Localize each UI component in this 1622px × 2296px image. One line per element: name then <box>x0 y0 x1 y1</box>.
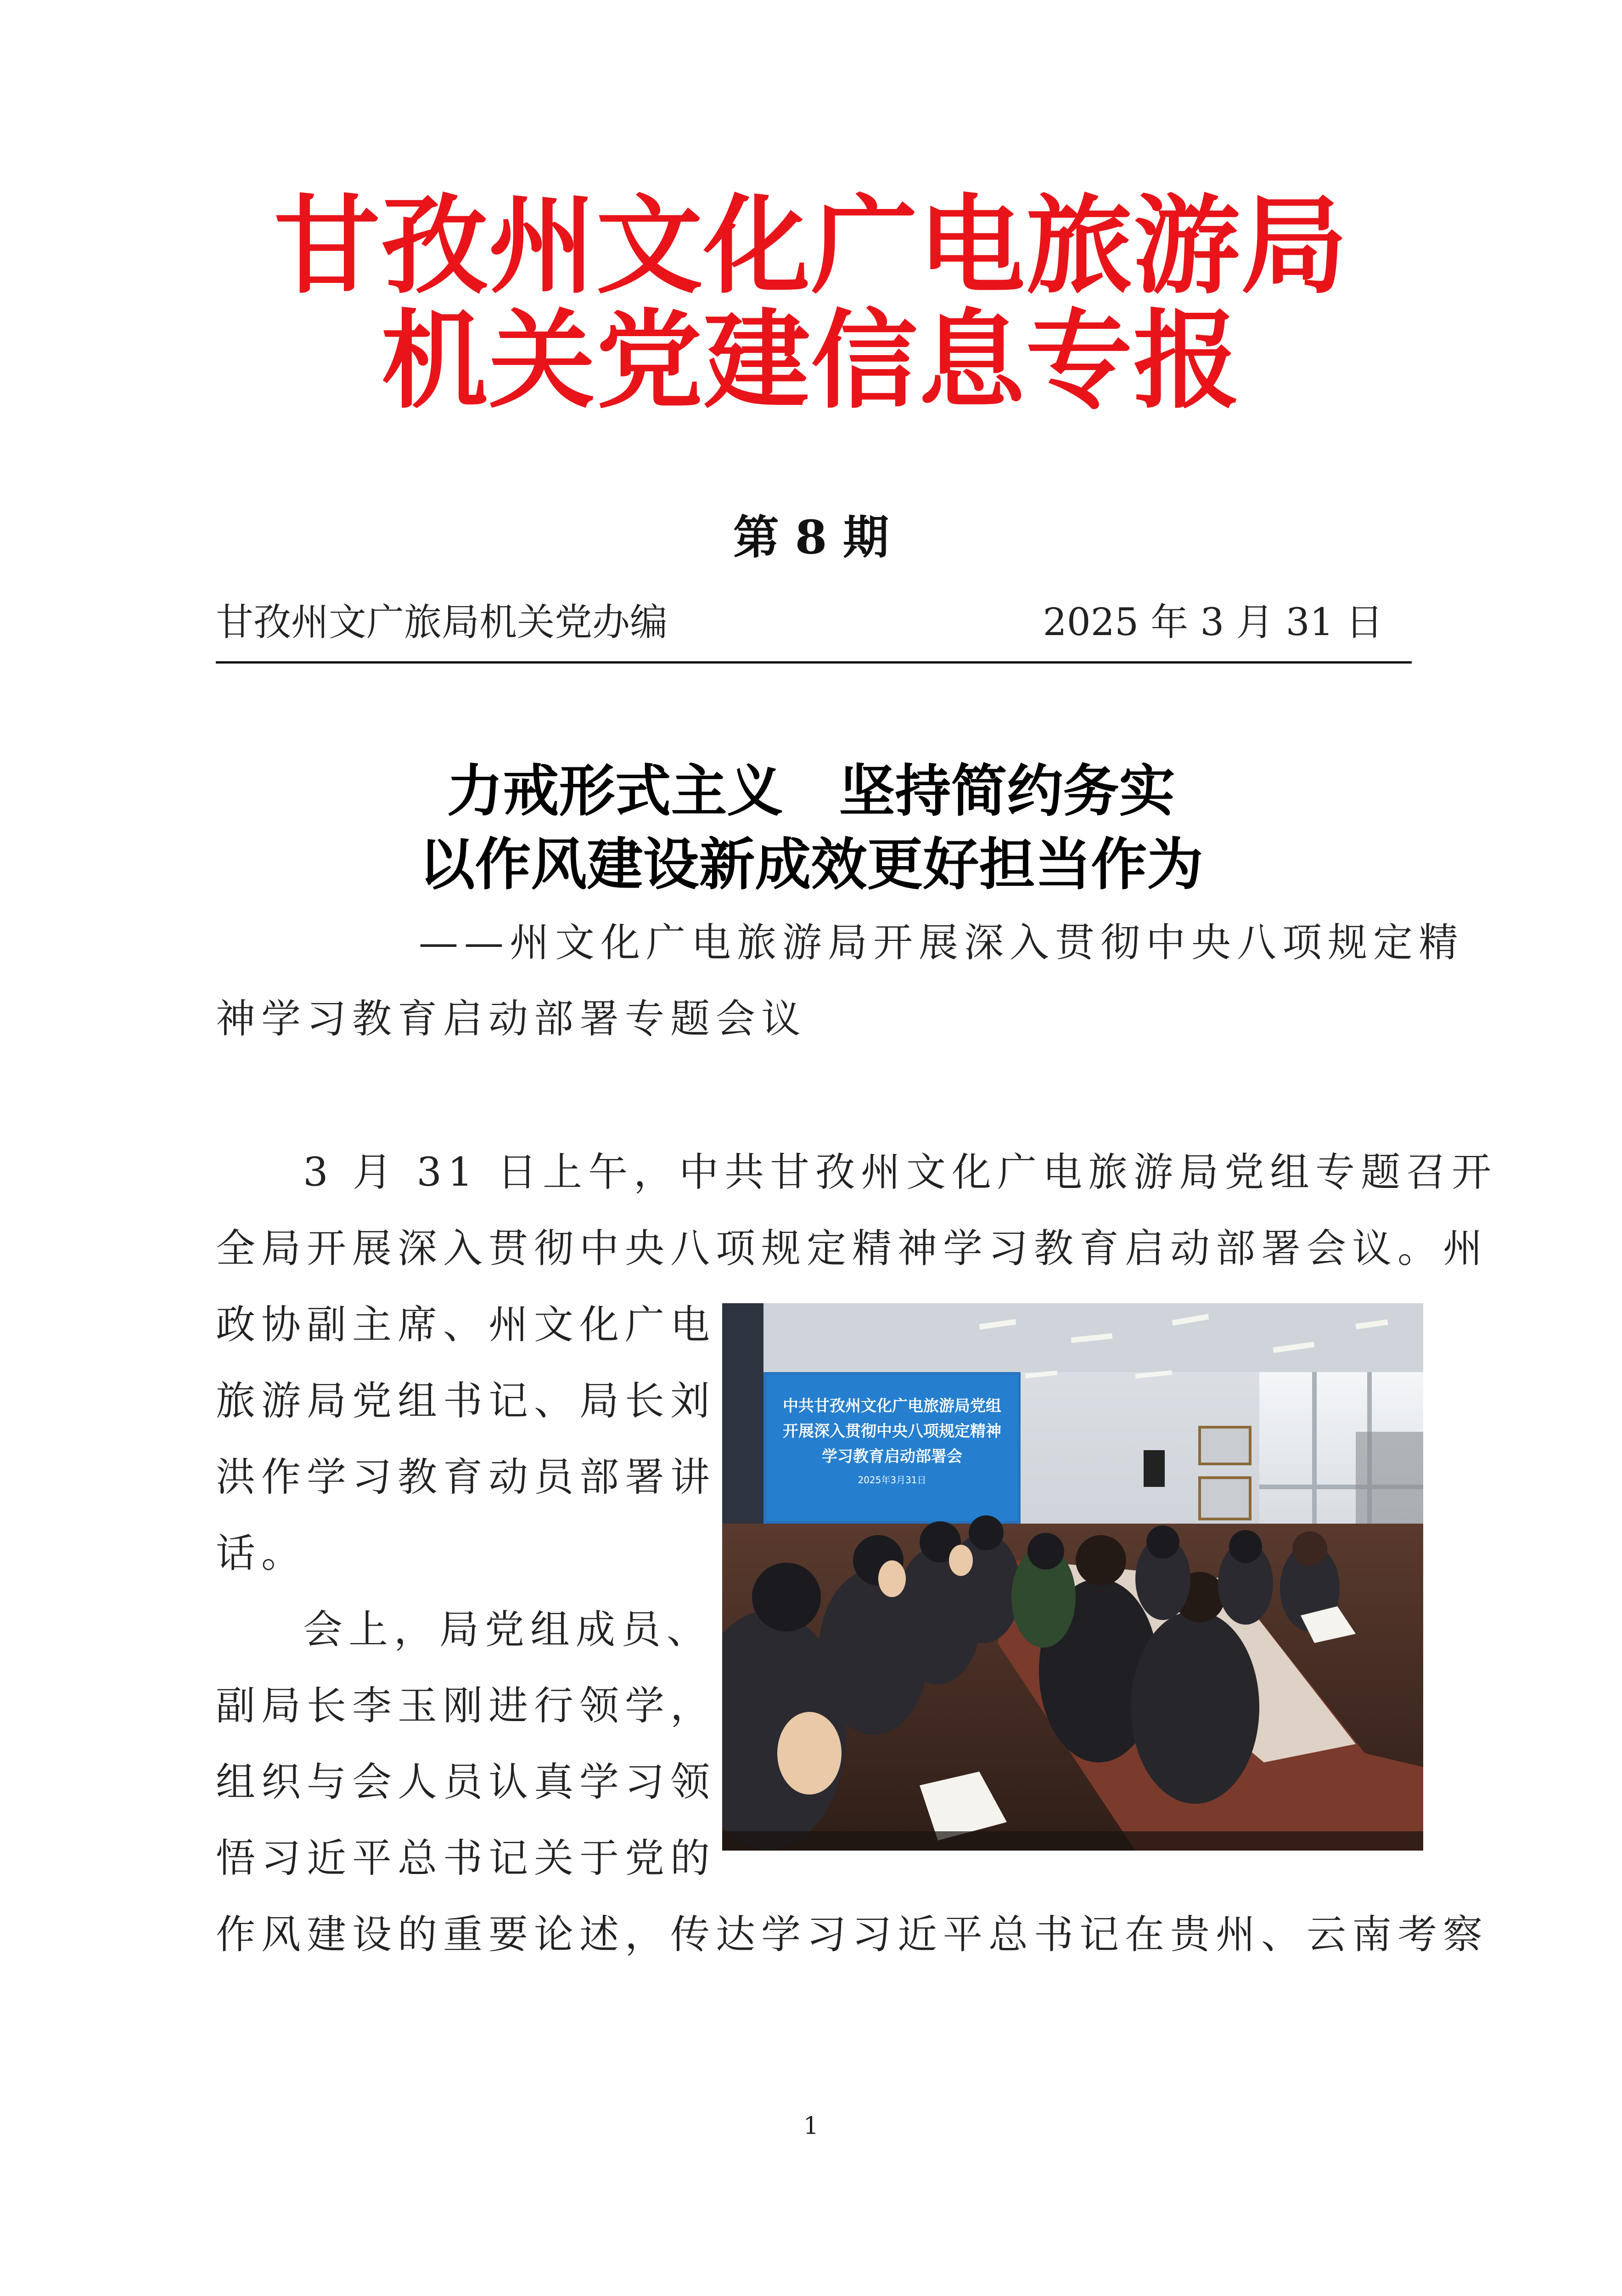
body-line: 3 月 31 日上午，中共甘孜州文化广电旅游局党组专题召开 <box>303 1149 1498 1195</box>
body-line: 会上，局党组成员、 <box>303 1607 712 1653</box>
screen-line-2: 开展深入贯彻中央八项规定精神 <box>783 1422 1001 1441</box>
body-line: 全局开展深入贯彻中央八项规定精神学习教育启动部署会议。州 <box>216 1226 1488 1272</box>
screen-line-1: 中共甘孜州文化广电旅游局党组 <box>783 1397 1001 1415</box>
header-divider <box>216 661 1412 664</box>
masthead-title-line2: 机关党建信息专报 <box>381 298 1241 423</box>
body-line: 政协副主席、州文化广电 <box>216 1302 716 1348</box>
body-line: 组织与会人员认真学习领 <box>216 1759 716 1805</box>
masthead-title-line1: 甘孜州文化广电旅游局 <box>274 183 1348 308</box>
body-line: 作风建设的重要论述，传达学习习近平总书记在贵州、云南考察 <box>216 1912 1488 1958</box>
article-title-line2: 以作风建设新成效更好担当作为 <box>419 831 1203 897</box>
body-line: 悟习近平总书记关于党的 <box>216 1835 716 1881</box>
meeting-photo <box>722 1303 1423 1851</box>
issue-number: 第 8 期 <box>733 510 889 564</box>
screen-line-4: 2025年3月31日 <box>858 1474 926 1486</box>
body-line: 副局长李玉刚进行领学， <box>216 1683 716 1729</box>
editor-line: 甘孜州文广旅局机关党办编 <box>216 601 668 644</box>
publish-date: 2025 年 3 月 31 日 <box>1043 601 1383 644</box>
screen-line-3: 学习教育启动部署会 <box>822 1447 962 1466</box>
article-title-line1: 力戒形式主义 坚持简约务实 <box>447 758 1175 824</box>
article-subtitle-line2: 神学习教育启动部署专题会议 <box>216 996 807 1042</box>
body-line: 旅游局党组书记、局长刘 <box>216 1378 716 1424</box>
body-line: 洪作学习教育动员部署讲 <box>216 1454 716 1500</box>
article-subtitle-line1: ——州文化广电旅游局开展深入贯彻中央八项规定精 <box>419 920 1464 966</box>
page-number: 1 <box>803 2112 819 2140</box>
body-line: 话。 <box>216 1531 307 1576</box>
meeting-photo-illustration <box>722 1303 1423 1851</box>
